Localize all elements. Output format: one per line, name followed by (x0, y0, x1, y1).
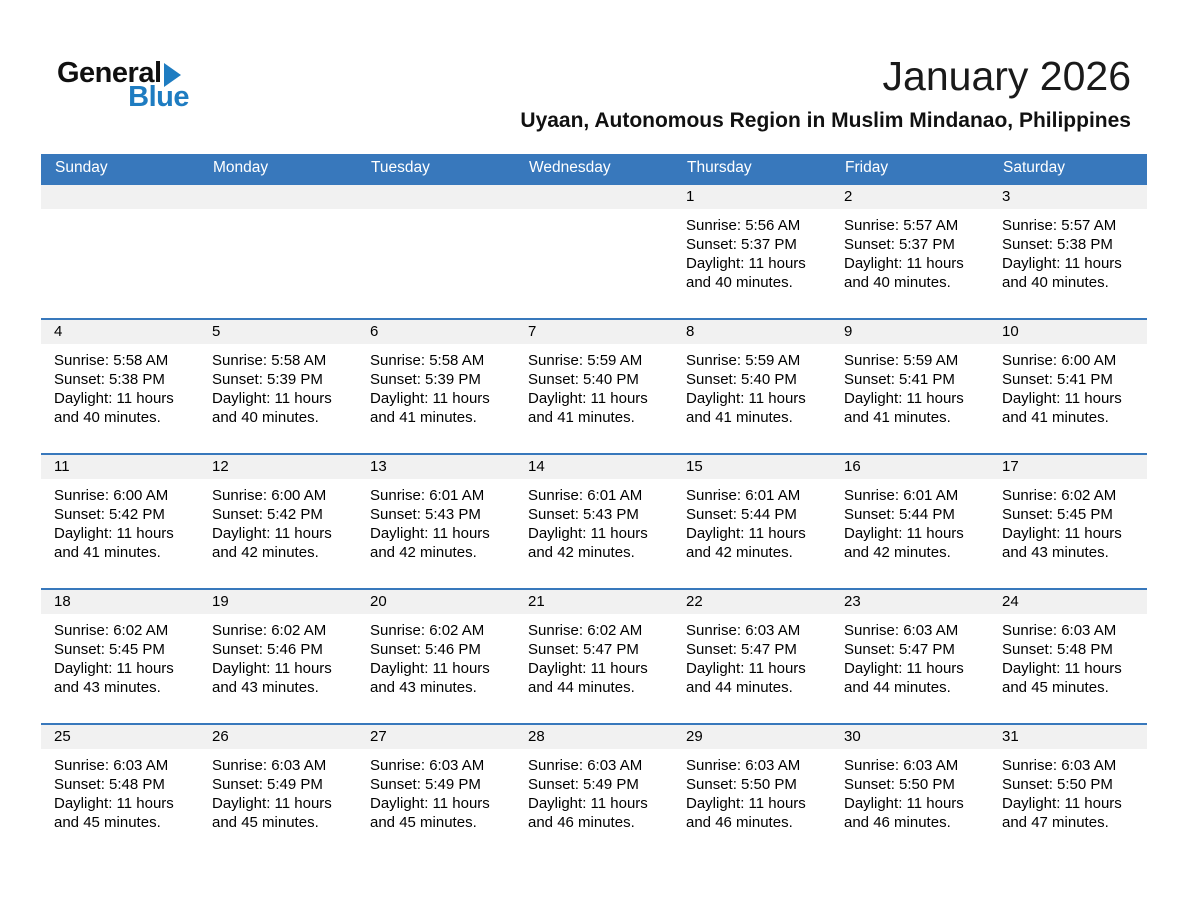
daylight-text: Daylight: 11 hours and 42 minutes. (686, 525, 806, 562)
daylight-text: Daylight: 11 hours and 40 minutes. (844, 255, 964, 292)
day-number: 26 (199, 725, 357, 749)
week-row (41, 723, 1147, 858)
day-cell (199, 455, 357, 588)
day-number: 22 (673, 590, 831, 614)
daylight-text: Daylight: 11 hours and 40 minutes. (686, 255, 806, 292)
sunrise-text: Sunrise: 6:03 AM (844, 621, 959, 639)
sunset-text: Sunset: 5:45 PM (1002, 506, 1113, 524)
day-number: 31 (989, 725, 1147, 749)
sunset-text: Sunset: 5:50 PM (686, 776, 797, 794)
day-cell (989, 590, 1147, 723)
weekday-header-monday: Monday (213, 158, 269, 176)
sunrise-text: Sunrise: 6:01 AM (844, 486, 959, 504)
empty-day-cell (515, 185, 673, 318)
day-details (673, 209, 831, 293)
sunrise-text: Sunrise: 5:59 AM (528, 351, 643, 369)
sunrise-text: Sunrise: 6:02 AM (370, 621, 485, 639)
week-row (41, 588, 1147, 723)
logo-text-blue: Blue (128, 81, 189, 113)
sunrise-text: Sunrise: 5:58 AM (370, 351, 485, 369)
day-details (357, 479, 515, 563)
daylight-text: Daylight: 11 hours and 46 minutes. (528, 795, 648, 832)
day-cell (673, 590, 831, 723)
day-cell (831, 590, 989, 723)
day-cell (673, 725, 831, 858)
location-subtitle: Uyaan, Autonomous Region in Muslim Mindanao, Philippines (520, 108, 1131, 132)
day-details (357, 209, 515, 216)
daylight-text: Daylight: 11 hours and 43 minutes. (212, 660, 332, 697)
empty-day-cell (199, 185, 357, 318)
daylight-text: Daylight: 11 hours and 40 minutes. (1002, 255, 1122, 292)
daylight-text: Daylight: 11 hours and 41 minutes. (370, 390, 490, 427)
sunset-text: Sunset: 5:38 PM (1002, 236, 1113, 254)
day-details (357, 344, 515, 428)
sunrise-text: Sunrise: 6:00 AM (212, 486, 327, 504)
sunrise-text: Sunrise: 6:03 AM (686, 621, 801, 639)
daylight-text: Daylight: 11 hours and 41 minutes. (528, 390, 648, 427)
sunrise-text: Sunrise: 6:03 AM (370, 756, 485, 774)
day-cell (41, 455, 199, 588)
day-details (989, 479, 1147, 563)
sunrise-text: Sunrise: 5:57 AM (1002, 216, 1117, 234)
daylight-text: Daylight: 11 hours and 41 minutes. (844, 390, 964, 427)
sunset-text: Sunset: 5:45 PM (54, 641, 165, 659)
day-cell (41, 725, 199, 858)
day-details (673, 614, 831, 698)
day-details (199, 344, 357, 428)
sunrise-text: Sunrise: 6:03 AM (1002, 621, 1117, 639)
day-details (989, 344, 1147, 428)
sunrise-text: Sunrise: 6:03 AM (212, 756, 327, 774)
daylight-text: Daylight: 11 hours and 45 minutes. (54, 795, 174, 832)
day-number: 27 (357, 725, 515, 749)
day-details (357, 749, 515, 833)
sunset-text: Sunset: 5:37 PM (844, 236, 955, 254)
day-cell (831, 725, 989, 858)
daylight-text: Daylight: 11 hours and 42 minutes. (370, 525, 490, 562)
sunrise-text: Sunrise: 6:03 AM (54, 756, 169, 774)
day-cell (673, 455, 831, 588)
day-number: 16 (831, 455, 989, 479)
sunset-text: Sunset: 5:50 PM (1002, 776, 1113, 794)
day-number: 24 (989, 590, 1147, 614)
sunset-text: Sunset: 5:46 PM (212, 641, 323, 659)
day-cell (989, 320, 1147, 453)
sunset-text: Sunset: 5:39 PM (370, 371, 481, 389)
daylight-text: Daylight: 11 hours and 45 minutes. (1002, 660, 1122, 697)
day-details (831, 614, 989, 698)
day-cell (515, 590, 673, 723)
day-number (41, 185, 199, 209)
day-details (989, 749, 1147, 833)
day-details (41, 749, 199, 833)
day-number: 19 (199, 590, 357, 614)
daylight-text: Daylight: 11 hours and 41 minutes. (54, 525, 174, 562)
sunset-text: Sunset: 5:46 PM (370, 641, 481, 659)
general-blue-logo (57, 57, 189, 114)
sunset-text: Sunset: 5:47 PM (844, 641, 955, 659)
week-row (41, 183, 1147, 318)
daylight-text: Daylight: 11 hours and 41 minutes. (1002, 390, 1122, 427)
day-cell (831, 320, 989, 453)
calendar-table (41, 154, 1147, 858)
day-details (357, 614, 515, 698)
day-number (357, 185, 515, 209)
day-number: 30 (831, 725, 989, 749)
day-cell (199, 590, 357, 723)
sunset-text: Sunset: 5:39 PM (212, 371, 323, 389)
sunrise-text: Sunrise: 6:01 AM (528, 486, 643, 504)
sunrise-text: Sunrise: 6:03 AM (1002, 756, 1117, 774)
day-cell (989, 185, 1147, 318)
sunset-text: Sunset: 5:44 PM (844, 506, 955, 524)
day-cell (989, 455, 1147, 588)
sunrise-text: Sunrise: 6:02 AM (212, 621, 327, 639)
day-details (515, 479, 673, 563)
day-details (515, 749, 673, 833)
calendar-body (41, 183, 1147, 858)
day-number: 2 (831, 185, 989, 209)
sunset-text: Sunset: 5:43 PM (528, 506, 639, 524)
day-cell (515, 320, 673, 453)
sunrise-text: Sunrise: 6:02 AM (54, 621, 169, 639)
sunrise-text: Sunrise: 5:58 AM (212, 351, 327, 369)
day-details (515, 209, 673, 216)
day-number: 18 (41, 590, 199, 614)
weekday-header-row (41, 154, 1147, 183)
day-number: 13 (357, 455, 515, 479)
daylight-text: Daylight: 11 hours and 46 minutes. (686, 795, 806, 832)
day-details (41, 209, 199, 216)
weekday-header-sunday: Sunday (55, 158, 108, 176)
day-number: 14 (515, 455, 673, 479)
day-number: 1 (673, 185, 831, 209)
sunrise-text: Sunrise: 6:03 AM (686, 756, 801, 774)
sunset-text: Sunset: 5:42 PM (212, 506, 323, 524)
daylight-text: Daylight: 11 hours and 43 minutes. (370, 660, 490, 697)
daylight-text: Daylight: 11 hours and 44 minutes. (528, 660, 648, 697)
page-title: January 2026 (882, 53, 1131, 99)
day-number: 17 (989, 455, 1147, 479)
sunrise-text: Sunrise: 5:59 AM (844, 351, 959, 369)
sunset-text: Sunset: 5:40 PM (686, 371, 797, 389)
sunset-text: Sunset: 5:49 PM (370, 776, 481, 794)
day-details (831, 749, 989, 833)
sunrise-text: Sunrise: 6:02 AM (528, 621, 643, 639)
sunrise-text: Sunrise: 6:00 AM (1002, 351, 1117, 369)
day-cell (199, 725, 357, 858)
daylight-text: Daylight: 11 hours and 44 minutes. (686, 660, 806, 697)
day-number: 28 (515, 725, 673, 749)
sunrise-text: Sunrise: 6:00 AM (54, 486, 169, 504)
day-number: 3 (989, 185, 1147, 209)
day-details (989, 209, 1147, 293)
daylight-text: Daylight: 11 hours and 40 minutes. (212, 390, 332, 427)
day-details (515, 614, 673, 698)
day-number: 21 (515, 590, 673, 614)
sunset-text: Sunset: 5:50 PM (844, 776, 955, 794)
empty-day-cell (357, 185, 515, 318)
sunrise-text: Sunrise: 5:56 AM (686, 216, 801, 234)
sunset-text: Sunset: 5:44 PM (686, 506, 797, 524)
day-number: 4 (41, 320, 199, 344)
daylight-text: Daylight: 11 hours and 42 minutes. (528, 525, 648, 562)
day-details (831, 344, 989, 428)
day-number (515, 185, 673, 209)
day-cell (515, 455, 673, 588)
daylight-text: Daylight: 11 hours and 47 minutes. (1002, 795, 1122, 832)
day-cell (989, 725, 1147, 858)
daylight-text: Daylight: 11 hours and 42 minutes. (844, 525, 964, 562)
day-details (673, 344, 831, 428)
day-number (199, 185, 357, 209)
day-number: 8 (673, 320, 831, 344)
day-number: 25 (41, 725, 199, 749)
daylight-text: Daylight: 11 hours and 42 minutes. (212, 525, 332, 562)
day-details (199, 479, 357, 563)
day-number: 10 (989, 320, 1147, 344)
sunrise-text: Sunrise: 6:01 AM (686, 486, 801, 504)
daylight-text: Daylight: 11 hours and 46 minutes. (844, 795, 964, 832)
day-cell (673, 185, 831, 318)
day-number: 29 (673, 725, 831, 749)
day-number: 11 (41, 455, 199, 479)
day-details (199, 749, 357, 833)
daylight-text: Daylight: 11 hours and 40 minutes. (54, 390, 174, 427)
day-number: 7 (515, 320, 673, 344)
day-cell (41, 590, 199, 723)
sunset-text: Sunset: 5:47 PM (528, 641, 639, 659)
sunset-text: Sunset: 5:49 PM (528, 776, 639, 794)
day-number: 5 (199, 320, 357, 344)
day-details (41, 614, 199, 698)
day-details (199, 614, 357, 698)
sunset-text: Sunset: 5:37 PM (686, 236, 797, 254)
week-row (41, 318, 1147, 453)
sunset-text: Sunset: 5:49 PM (212, 776, 323, 794)
sunset-text: Sunset: 5:48 PM (54, 776, 165, 794)
sunrise-text: Sunrise: 5:59 AM (686, 351, 801, 369)
daylight-text: Daylight: 11 hours and 45 minutes. (212, 795, 332, 832)
daylight-text: Daylight: 11 hours and 43 minutes. (1002, 525, 1122, 562)
day-number: 9 (831, 320, 989, 344)
weekday-header-saturday: Saturday (1003, 158, 1066, 176)
sunset-text: Sunset: 5:41 PM (1002, 371, 1113, 389)
day-details (41, 479, 199, 563)
sunrise-text: Sunrise: 6:01 AM (370, 486, 485, 504)
day-details (199, 209, 357, 216)
sunset-text: Sunset: 5:47 PM (686, 641, 797, 659)
day-cell (831, 185, 989, 318)
day-details (989, 614, 1147, 698)
sunrise-text: Sunrise: 6:03 AM (528, 756, 643, 774)
sunset-text: Sunset: 5:42 PM (54, 506, 165, 524)
day-cell (515, 725, 673, 858)
logo-text-general: General (57, 57, 162, 89)
day-details (673, 749, 831, 833)
weekday-header-friday: Friday (845, 158, 889, 176)
day-cell (357, 320, 515, 453)
sunset-text: Sunset: 5:41 PM (844, 371, 955, 389)
sunset-text: Sunset: 5:48 PM (1002, 641, 1113, 659)
day-cell (41, 320, 199, 453)
sunset-text: Sunset: 5:38 PM (54, 371, 165, 389)
week-row (41, 453, 1147, 588)
sunrise-text: Sunrise: 5:58 AM (54, 351, 169, 369)
sunset-text: Sunset: 5:43 PM (370, 506, 481, 524)
daylight-text: Daylight: 11 hours and 41 minutes. (686, 390, 806, 427)
day-details (831, 479, 989, 563)
weekday-header-wednesday: Wednesday (529, 158, 611, 176)
weekday-header-thursday: Thursday (687, 158, 752, 176)
day-details (673, 479, 831, 563)
day-cell (357, 590, 515, 723)
day-details (515, 344, 673, 428)
sunrise-text: Sunrise: 6:03 AM (844, 756, 959, 774)
day-details (41, 344, 199, 428)
day-cell (357, 455, 515, 588)
day-number: 12 (199, 455, 357, 479)
daylight-text: Daylight: 11 hours and 45 minutes. (370, 795, 490, 832)
empty-day-cell (41, 185, 199, 318)
day-number: 23 (831, 590, 989, 614)
daylight-text: Daylight: 11 hours and 43 minutes. (54, 660, 174, 697)
weekday-header-tuesday: Tuesday (371, 158, 430, 176)
day-cell (357, 725, 515, 858)
sunrise-text: Sunrise: 5:57 AM (844, 216, 959, 234)
day-number: 20 (357, 590, 515, 614)
sunrise-text: Sunrise: 6:02 AM (1002, 486, 1117, 504)
daylight-text: Daylight: 11 hours and 44 minutes. (844, 660, 964, 697)
day-cell (831, 455, 989, 588)
day-cell (199, 320, 357, 453)
day-number: 15 (673, 455, 831, 479)
day-details (831, 209, 989, 293)
day-number: 6 (357, 320, 515, 344)
day-cell (673, 320, 831, 453)
sunset-text: Sunset: 5:40 PM (528, 371, 639, 389)
